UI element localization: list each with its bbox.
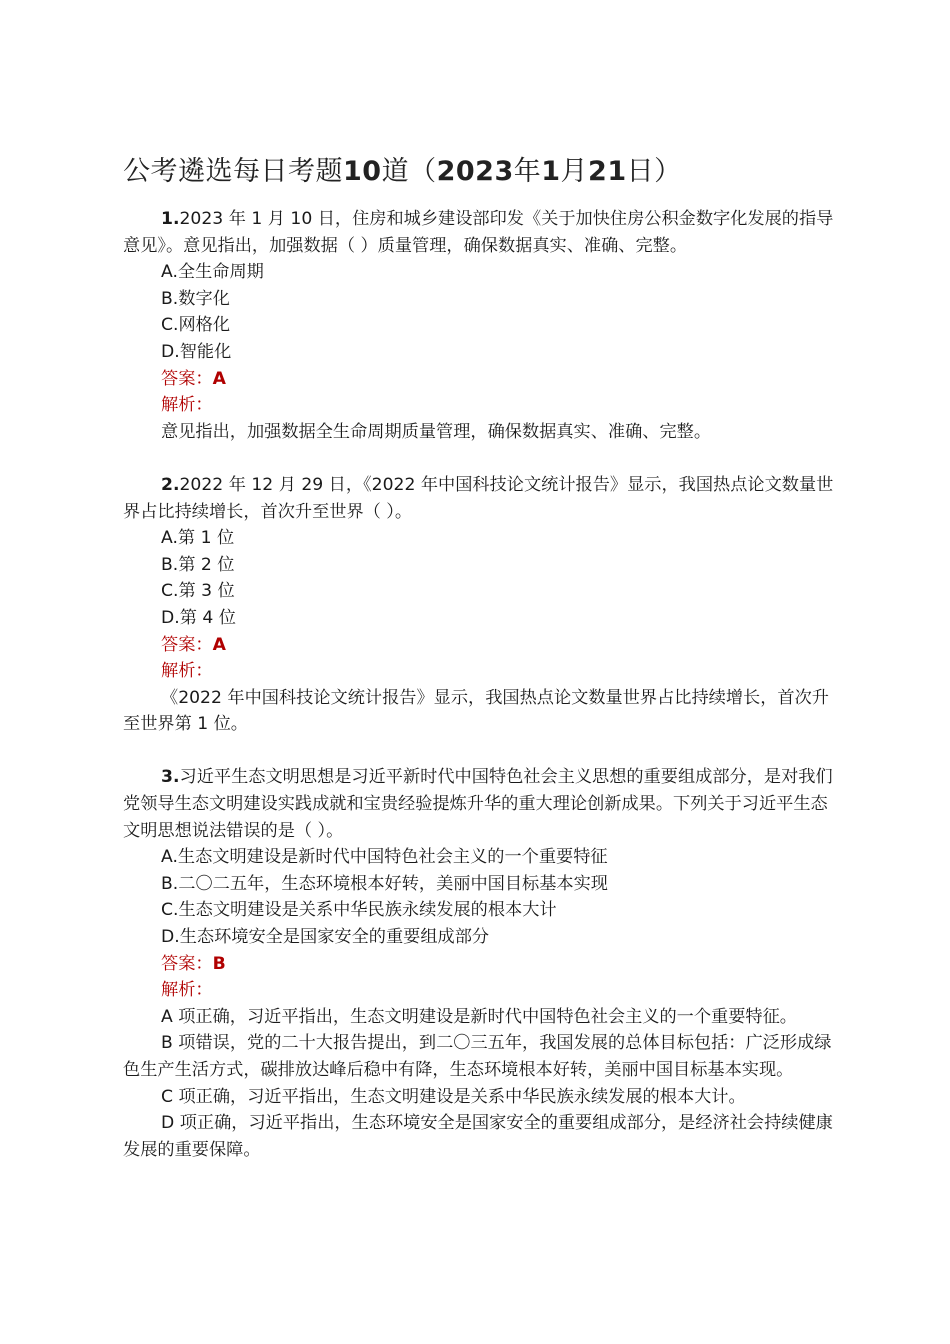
question-block	[123, 206, 843, 445]
option-a: A.第 1 位	[161, 528, 235, 549]
question-stem	[123, 764, 843, 844]
option-c: C.生态文明建设是关系中华民族永续发展的根本大计	[161, 900, 557, 921]
option-d: D.第 4 位	[161, 607, 236, 628]
answer	[123, 366, 843, 393]
title-day: 21	[588, 156, 627, 187]
option-a: A.生态文明建设是新时代中国特色社会主义的一个重要特征	[161, 847, 608, 868]
answer	[123, 632, 843, 659]
option-d: D.生态环境安全是国家安全的重要组成部分	[161, 927, 490, 948]
analysis-text: 《2022 年中国科技论文统计报告》显示，我国热点论文数量世界占比持续增长，首次升至世界第 1 位。	[123, 687, 829, 735]
question-stem	[123, 206, 843, 259]
question-text: 习近平生态文明思想是习近平新时代中国特色社会主义思想的重要组成部分，是对我们党领导生态文明建设实践成就和宝贵经验提炼升华的重大理论创新成果。下列关于习近平生态文明思想说法错误的是（ ）。	[123, 767, 833, 841]
option-d: D.智能化	[161, 341, 232, 362]
title-text: 月	[560, 156, 589, 187]
answer-label: 答案：	[161, 368, 213, 389]
analysis-label: 解析：	[161, 980, 213, 1001]
title-text: 年	[513, 156, 542, 187]
answer-label: 答案：	[161, 634, 213, 655]
question-list	[123, 206, 843, 1163]
page-title	[123, 152, 682, 192]
question-text: 2022 年 12 月 29 日，《2022 年中国科技论文统计报告》显示，我国热点论文数量世界占比持续增长，首次升至世界（ ）。	[123, 474, 834, 522]
analysis-text: D 项正确，习近平指出，生态环境安全是国家安全的重要组成部分，是经济社会持续健康发展的重要保障。	[123, 1113, 833, 1160]
analysis-text: 意见指出，加强数据全生命周期质量管理，确保数据真实、准确、完整。	[161, 421, 712, 442]
spacer	[123, 738, 843, 765]
option-c: C.网格化	[161, 315, 231, 336]
title-text: 日）	[626, 156, 682, 187]
title-month: 1	[541, 156, 561, 187]
answer-letter: A	[212, 368, 226, 389]
answer-label: 答案：	[161, 953, 213, 974]
title-text: 道（	[381, 156, 437, 187]
question-block	[123, 472, 843, 738]
answer	[123, 951, 843, 978]
option-a: A.全生命周期	[161, 262, 264, 283]
question-number: 3.	[161, 767, 180, 788]
analysis-text: A 项正确，习近平指出，生态文明建设是新时代中国特色社会主义的一个重要特征。	[161, 1006, 797, 1027]
answer-letter: B	[212, 953, 226, 974]
option-c: C.第 3 位	[161, 581, 235, 602]
analysis-text: C 项正确，习近平指出，生态文明建设是关系中华民族永续发展的根本大计。	[161, 1086, 746, 1107]
answer-letter: A	[212, 634, 226, 655]
question-text: 2023 年 1 月 10 日，住房和城乡建设部印发《关于加快住房公积金数字化发展的指导意见》。意见指出，加强数据（ ）质量管理，确保数据真实、准确、完整。	[123, 209, 834, 256]
analysis-label: 解析：	[161, 661, 213, 682]
spacer	[123, 445, 843, 472]
question-number: 1.	[161, 209, 180, 229]
option-b: B.二〇二五年，生态环境根本好转，美丽中国目标基本实现	[161, 873, 608, 894]
title-text: 公考遴选每日考题	[123, 156, 343, 187]
question-number: 2.	[161, 474, 180, 495]
analysis-text: B 项错误，党的二十大报告提出，到二〇三五年，我国发展的总体目标包括：广泛形成绿色生产生活方式，碳排放达峰后稳中有降，生态环境根本好转，美丽中国目标基本实现。	[123, 1033, 832, 1080]
title-count: 10	[343, 156, 382, 187]
question-stem	[123, 472, 843, 525]
title-year: 2023	[436, 156, 514, 187]
option-b: B.第 2 位	[161, 554, 235, 575]
analysis-label: 解析：	[161, 395, 213, 416]
question-block	[123, 764, 843, 1163]
option-b: B.数字化	[161, 288, 230, 309]
